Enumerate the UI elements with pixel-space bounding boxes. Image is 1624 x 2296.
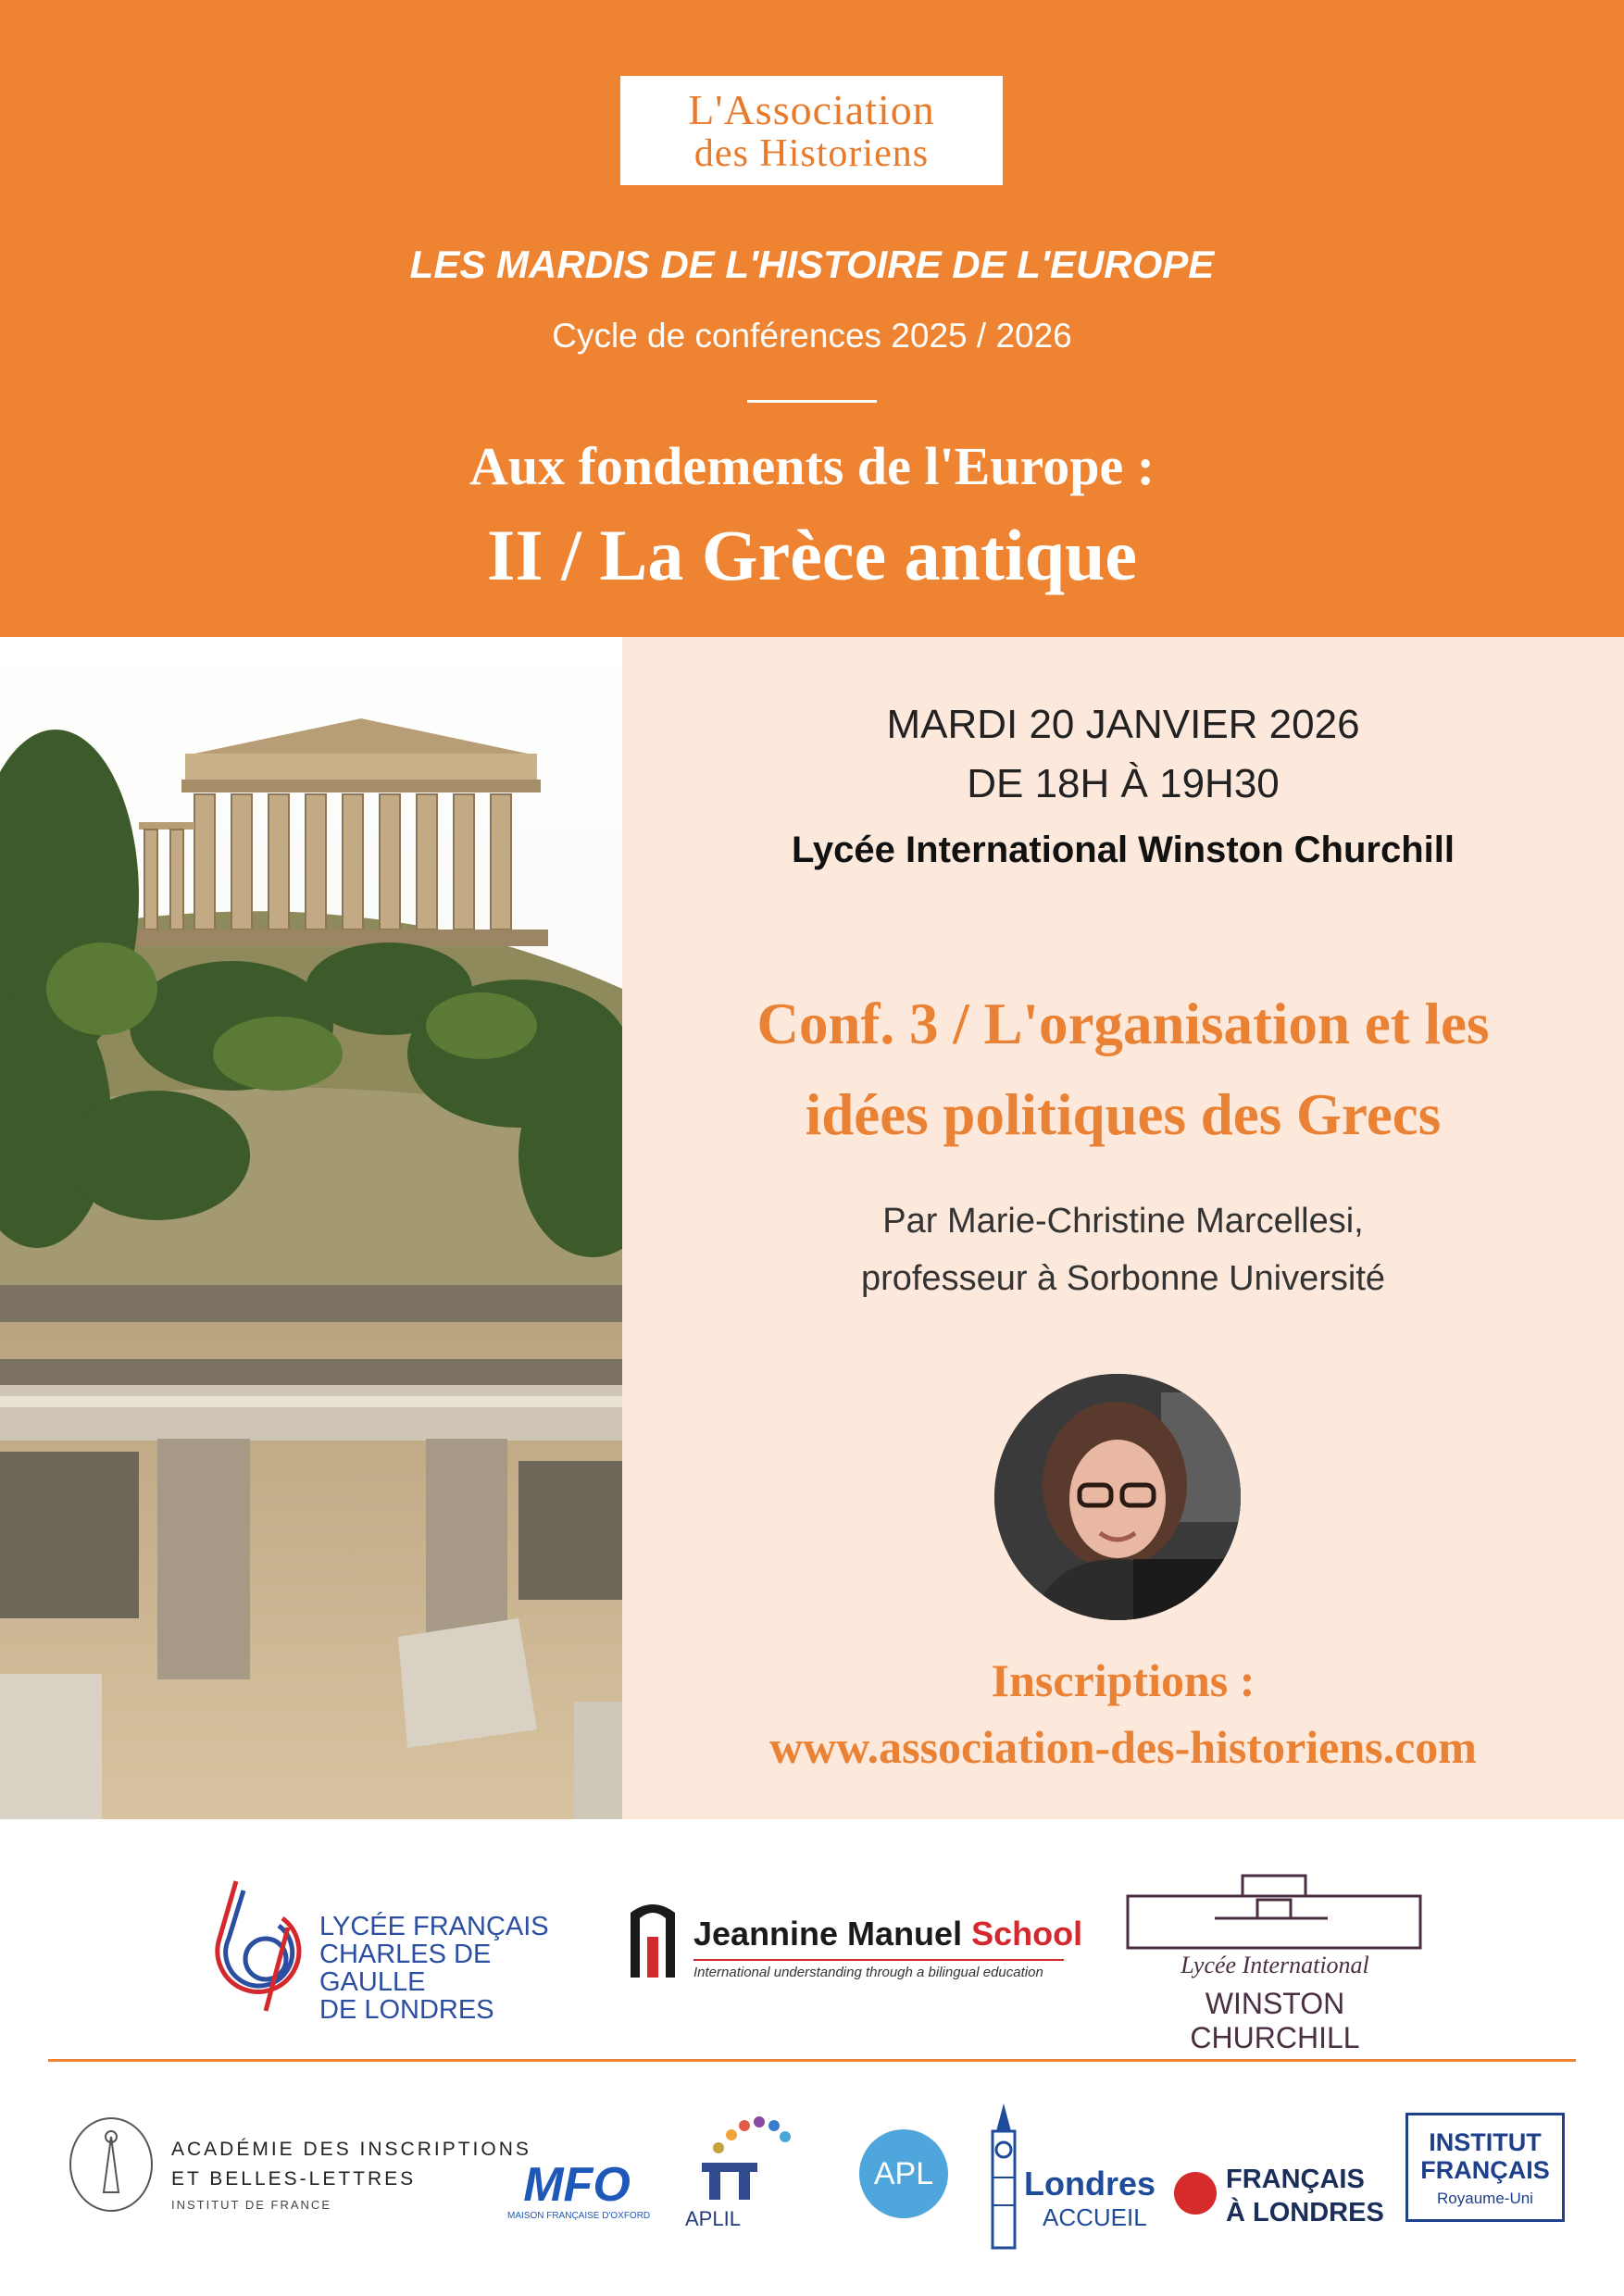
event-date: MARDI 20 JANVIER 2026 [886, 702, 1360, 747]
apl-logo: APL [859, 2129, 948, 2218]
big-ben-icon [983, 2103, 1024, 2252]
speaker-line-1: Par Marie-Christine Marcellesi, [882, 1202, 1364, 1241]
header-divider [747, 400, 877, 403]
speaker-portrait [994, 1374, 1241, 1620]
registration-link[interactable]: www.association-des-historiens.com [769, 1721, 1477, 1773]
mfo-mark: MFO [523, 2158, 631, 2212]
lfcg-name [319, 1913, 569, 2024]
aplil-name: APLIL [685, 2207, 741, 2230]
jm-name [693, 1915, 1082, 1953]
conference-title-line-1: Conf. 3 / L'organisation et les [756, 992, 1490, 1056]
jm-name-a: Jeannine Manuel [693, 1915, 963, 1953]
aibl-seal-icon [63, 2116, 159, 2213]
institut-francais-logo [1405, 2113, 1565, 2222]
lfcg-line-3: DE LONDRES [319, 1995, 494, 2025]
logo-line-2: des Historiens [693, 132, 930, 175]
registration-label: Inscriptions : [991, 1654, 1255, 1706]
if-line-1: INSTITUT [1429, 2128, 1542, 2156]
jeannine-manuel-logo [625, 1900, 1083, 1992]
lfcg-line-2: CHARLES DE GAULLE [319, 1940, 492, 1997]
theme-subtitle: Aux fondements de l'Europe : [468, 436, 1156, 496]
theme-title: II / La Grèce antique [487, 515, 1137, 595]
francais-a-londres-logo [1174, 2157, 1384, 2240]
location-pin-icon [1174, 2172, 1217, 2215]
aibl-line-2: ET BELLES-LETTRES [171, 2168, 417, 2190]
mfo-subtitle: MAISON FRANÇAISE D'OXFORD [507, 2211, 651, 2221]
winston-churchill-logo [1122, 1872, 1428, 2054]
aibl-logo [56, 2111, 531, 2222]
londres-accueil-logo [983, 2103, 1156, 2252]
jm-mark-icon [625, 1900, 690, 1983]
accueil-label: ACCUEIL [1043, 2203, 1147, 2231]
sponsors-divider [48, 2059, 1576, 2062]
event-time: DE 18H À 19H30 [967, 761, 1280, 806]
aplil-dots-icon [685, 2111, 824, 2207]
conference-title-line-2: idées politiques des Grecs [805, 1082, 1442, 1147]
if-line-2: FRANÇAIS [1420, 2156, 1550, 2184]
jm-underline [693, 1959, 1064, 1961]
aibl-line-1: ACADÉMIE DES INSCRIPTIONS [171, 2139, 531, 2160]
series-title: LES MARDIS DE L'HISTOIRE DE L'EUROPE [409, 243, 1215, 286]
aibl-line-3: INSTITUT DE FRANCE [171, 2198, 331, 2212]
jm-name-b: School [971, 1915, 1083, 1953]
jm-tagline: International understanding through a bilingual education [693, 1965, 1043, 1980]
temple-photo [0, 637, 622, 1819]
lfcg-mark-icon [208, 1872, 329, 2020]
londres-label: Londres [1024, 2165, 1156, 2202]
wc-building-icon [1122, 1872, 1428, 1955]
logo-line-1: L'Association [688, 86, 935, 133]
mfo-logo [507, 2157, 651, 2240]
wc-lycee-label: Lycée International [1181, 1952, 1369, 1978]
lycee-charles-de-gaulle-logo [208, 1872, 569, 2025]
cycle-label: Cycle de conférences 2025 / 2026 [552, 317, 1072, 355]
association-logo [620, 76, 1003, 185]
wc-name: WINSTON CHURCHILL [1190, 1987, 1360, 2054]
lfcg-line-1: LYCÉE FRANÇAIS [319, 1912, 549, 1941]
fal-line-1: FRANÇAIS [1226, 2165, 1365, 2194]
speaker-line-2: professeur à Sorbonne Université [860, 1259, 1386, 1298]
event-venue: Lycée International Winston Churchill [791, 830, 1455, 870]
fal-line-2: À LONDRES [1226, 2198, 1384, 2227]
if-line-3: Royaume-Uni [1437, 2190, 1533, 2207]
aplil-logo [685, 2111, 824, 2240]
